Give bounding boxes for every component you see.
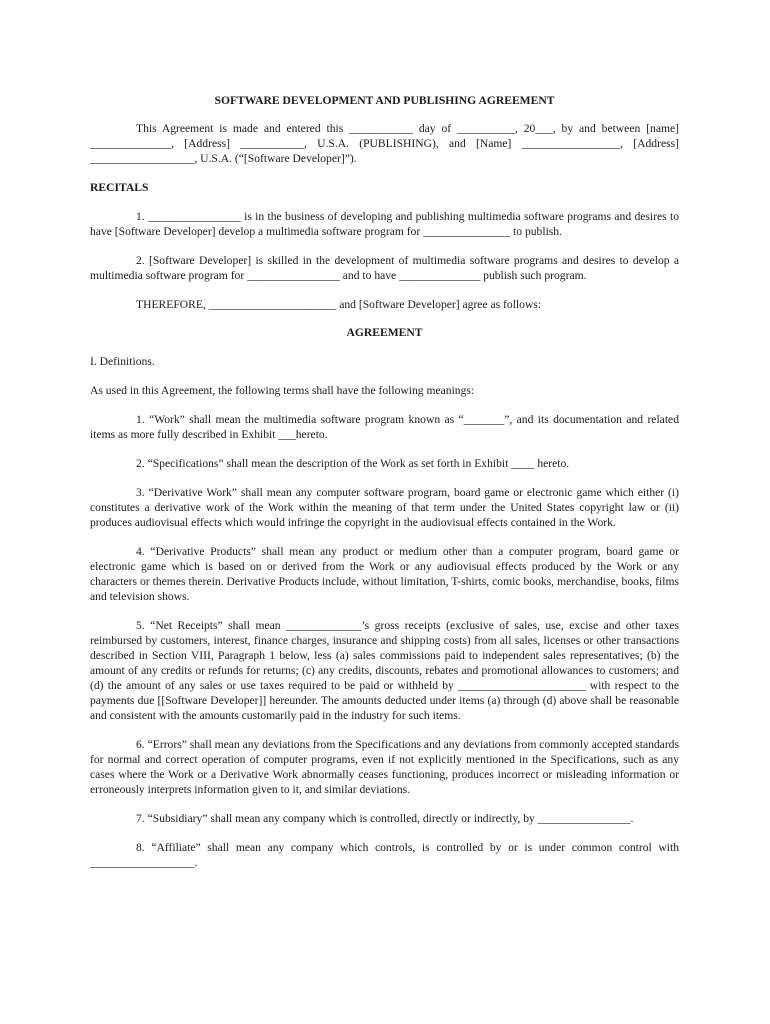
definition-paragraph: 6. “Errors” shall mean any deviations from the Specifications and any deviations from commonly accepted standards for normal and correct operation of computer programs, even if not explicitly mentioned in the Specifications, such as any cases where the Work or a Derivative Work abnormally ceases functioning, produces incorrect or misleading information or erroneously interprets information given to it, and similar deviations.	[90, 738, 679, 796]
document-page	[90, 93, 679, 884]
intro-paragraph: This Agreement is made and entered this ___________ day of __________, 20___, by and between [name] ______________, [Address] ___________, U.S.A. (PUBLISHING), and [Name] _________________, [Address] __________________, U.S.A. (“[Software Developer]”).	[90, 122, 679, 165]
definition-paragraph: 3. “Derivative Work” shall mean any computer software program, board game or electronic game which either (i) constitutes a derivative work of the Work within the meaning of that term under the United States copyright law or (ii) produces audiovisual effects which would infringe the copyright in the audiovisual effects contained in the Work.	[90, 486, 679, 529]
definition-paragraph: 1. “Work” shall mean the multimedia software program known as “_______”, and its documentation and related items as more fully described in Exhibit ___hereto.	[90, 413, 679, 441]
section-title: I. Definitions.	[90, 355, 155, 368]
recitals-heading: RECITALS	[90, 181, 149, 194]
definition-paragraph: 7. “Subsidiary” shall mean any company which is controlled, directly or indirectly, by ________________.	[136, 812, 634, 825]
section-intro: As used in this Agreement, the following terms shall have the following meanings:	[90, 384, 475, 397]
recital-paragraph: 2. [Software Developer] is skilled in the development of multimedia software programs and desires to develop a multimedia software program for ________________ and to have ______________ publish such program.	[90, 254, 679, 282]
agreement-heading: AGREEMENT	[346, 326, 423, 339]
definition-paragraph: 5. “Net Receipts” shall mean _____________’s gross receipts (exclusive of sales, use, excise and other taxes reimbursed by customers, interest, finance charges, insurance and shipping costs) from all sales, licenses or other transactions described in Section VIII, Paragraph 1 below, less (a) sales commissions paid to independent sales representatives; (b) the amount of any credits or refunds for returns; (c) any credits, discounts, rebates and promotional allowances to customers; and (d) the amount of any sales or use taxes required to be paid or withheld by ______________________ with respect to the payments due [[Software Developer]] hereunder. The amounts deducted under items (a) through (d) above shall be reasonable and consistent with the amounts customarily paid in the industry for such items.	[90, 619, 679, 722]
definition-paragraph: 2. “Specifications” shall mean the description of the Work as set forth in Exhibit ____ hereto.	[136, 457, 570, 470]
definition-paragraph: 8. “Affiliate” shall mean any company which controls, is controlled by or is under common control with __________________.	[90, 841, 679, 869]
recital-paragraph: 1. ________________ is in the business of developing and publishing multimedia software programs and desires to have [Software Developer] develop a multimedia software program for _______________ to publish.	[90, 210, 679, 238]
document-title: SOFTWARE DEVELOPMENT AND PUBLISHING AGREEMENT	[214, 94, 555, 107]
therefore-paragraph: THEREFORE, ______________________ and [Software Developer] agree as follows:	[136, 298, 542, 311]
definition-paragraph: 4. “Derivative Products” shall mean any product or medium other than a computer program, board game or electronic game which is based on or derived from the Work or any audiovisual effects produced by the Work or any characters or themes therein. Derivative Products include, without limitation, T-shirts, comic books, merchandise, books, films and television shows.	[90, 545, 679, 603]
